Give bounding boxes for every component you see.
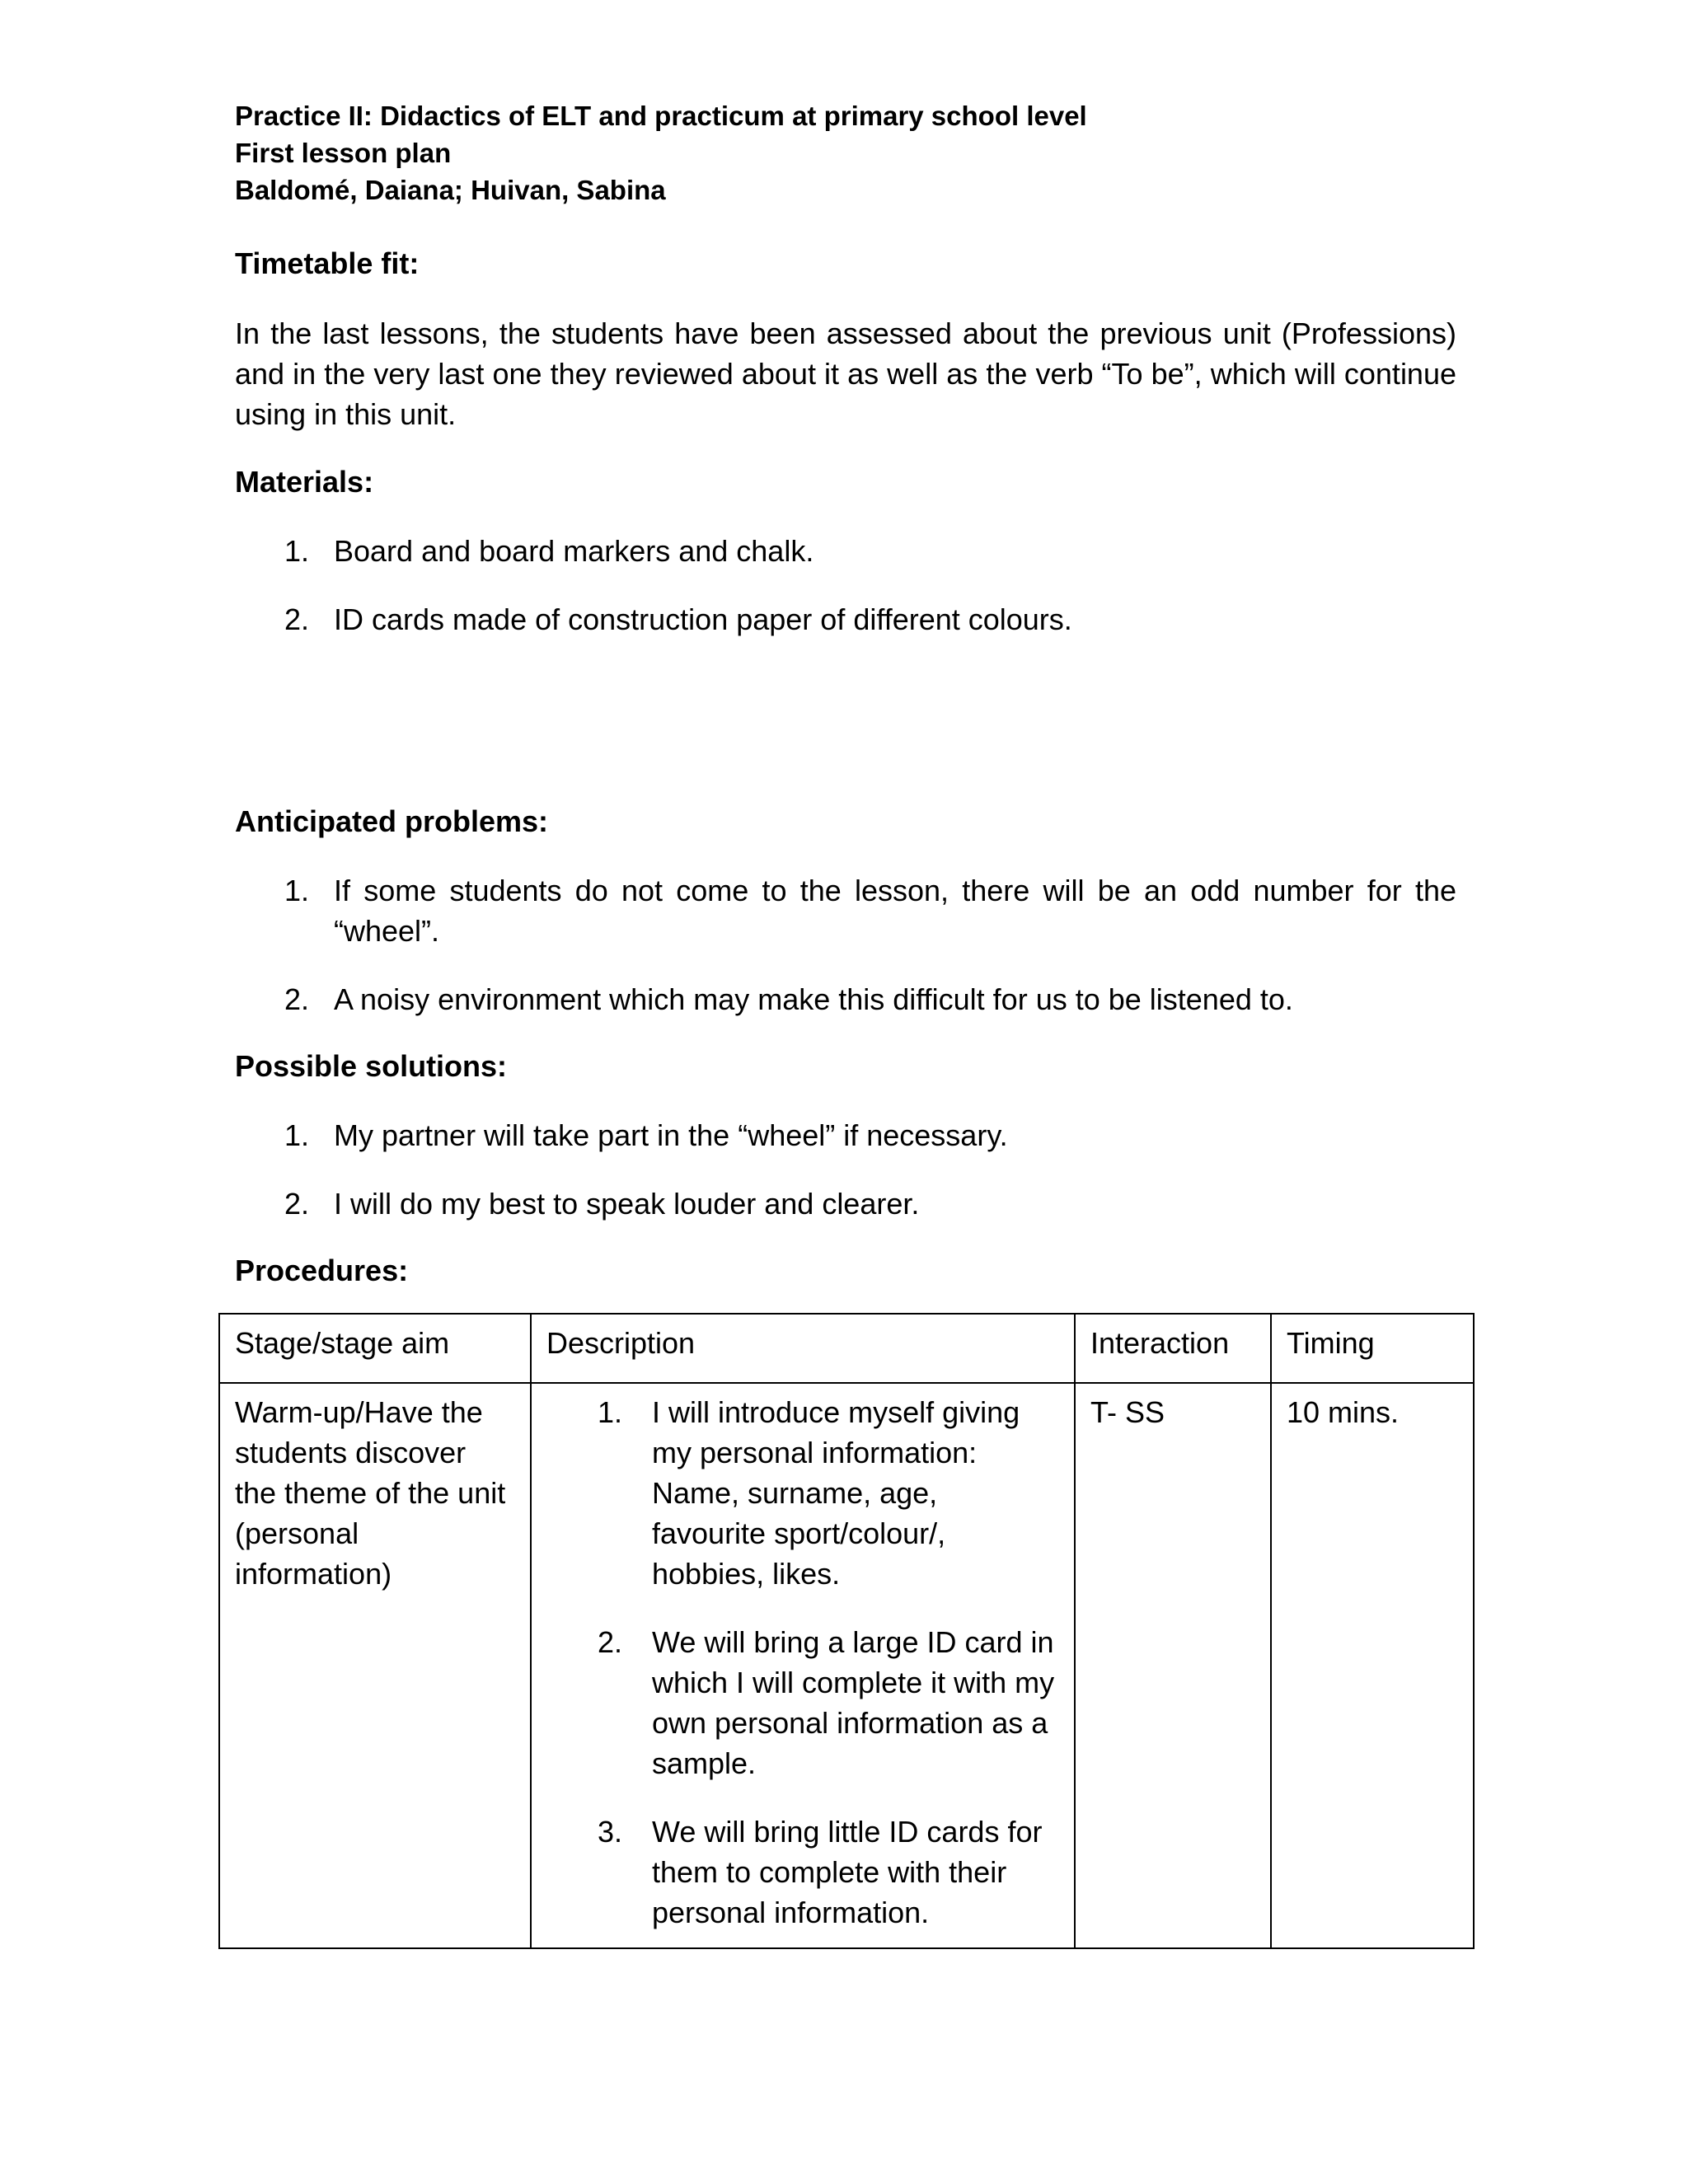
list-text: Board and board markers and chalk. <box>334 534 814 568</box>
list-text: We will bring a large ID card in which I will complete it with my own personal information as a sample. <box>652 1625 1055 1780</box>
materials-heading: Materials: <box>235 465 374 499</box>
list-item <box>235 979 1456 1019</box>
list-text: ID cards made of construction paper of different colours. <box>334 602 1072 636</box>
list-item <box>235 1115 1456 1155</box>
list-item <box>235 531 1456 571</box>
table-header-row <box>219 1314 1474 1383</box>
list-number: 1. <box>284 1118 310 1152</box>
list-item <box>546 1392 1059 1594</box>
column-header-interaction: Interaction <box>1075 1314 1271 1383</box>
list-text: My partner will take part in the “wheel” if necessary. <box>334 1118 1008 1152</box>
list-text: If some students do not come to the lesson, there will be an odd number for the “wheel”. <box>334 874 1456 948</box>
timetable-heading: Timetable fit: <box>235 246 420 280</box>
procedures-table <box>218 1313 1475 1949</box>
list-number: 2. <box>598 1625 623 1659</box>
list-item <box>546 1811 1059 1933</box>
list-item <box>235 870 1456 951</box>
materials-list <box>235 531 1456 640</box>
list-text: We will bring little ID cards for them to complete with their personal information. <box>652 1815 1043 1929</box>
procedures-heading: Procedures: <box>235 1254 409 1287</box>
list-number: 1. <box>284 874 310 907</box>
list-text: I will introduce myself giving my personal information: Name, surname, age, favourite sport/colour/, hobbies, likes. <box>652 1395 1020 1591</box>
description-cell <box>531 1383 1075 1948</box>
stage-cell: Warm-up/Have the students discover the theme of the unit (personal information) <box>219 1383 531 1948</box>
document-page <box>235 97 1456 1929</box>
list-number: 2. <box>284 982 310 1016</box>
column-header-description: Description <box>531 1314 1075 1383</box>
problems-heading: Anticipated problems: <box>235 804 549 838</box>
course-title: Practice II: Didactics of ELT and practicum at primary school level <box>235 101 1087 131</box>
column-header-stage: Stage/stage aim <box>219 1314 531 1383</box>
list-number: 3. <box>598 1815 623 1849</box>
list-number: 2. <box>284 1187 310 1221</box>
list-item <box>235 1183 1456 1224</box>
list-text: A noisy environment which may make this difficult for us to be listened to. <box>334 982 1293 1016</box>
problems-list <box>235 870 1456 1019</box>
timing-cell: 10 mins. <box>1271 1383 1474 1948</box>
document-header <box>235 97 1456 209</box>
list-text: I will do my best to speak louder and clearer. <box>334 1187 920 1221</box>
list-item <box>235 599 1456 640</box>
authors: Baldomé, Daiana; Huivan, Sabina <box>235 175 666 205</box>
list-number: 1. <box>598 1395 623 1429</box>
interaction-cell: T- SS <box>1075 1383 1271 1948</box>
table-row <box>219 1383 1474 1948</box>
solutions-list <box>235 1115 1456 1224</box>
list-number: 1. <box>284 534 310 568</box>
column-header-timing: Timing <box>1271 1314 1474 1383</box>
list-item <box>546 1622 1059 1783</box>
timetable-paragraph: In the last lessons, the students have been assessed about the previous unit (Professions) and in the very last one they reviewed about it as well as the verb “To be”, which will continue using in this unit. <box>235 316 1456 431</box>
lesson-plan-title: First lesson plan <box>235 138 452 168</box>
solutions-heading: Possible solutions: <box>235 1049 508 1083</box>
list-number: 2. <box>284 602 310 636</box>
description-steps <box>546 1392 1059 1933</box>
